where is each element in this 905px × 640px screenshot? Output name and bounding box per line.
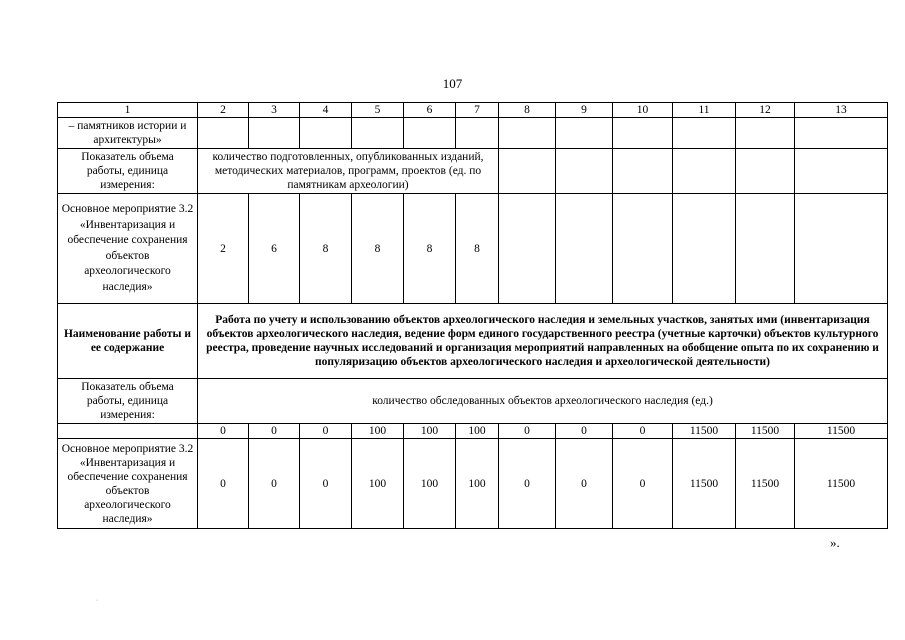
header-cell: 10	[613, 103, 673, 118]
page-number: 107	[442, 76, 463, 91]
value-cell: 11500	[673, 424, 736, 439]
row-label: Показатель объема работы, единица измерения:	[58, 379, 198, 424]
value-cell: 0	[613, 439, 673, 529]
value-cell: 8	[352, 194, 404, 304]
value-cell: 2	[198, 194, 249, 304]
value-cell	[736, 194, 795, 304]
value-cell: 0	[249, 439, 300, 529]
header-cell: 9	[556, 103, 613, 118]
value-cell: 11500	[795, 439, 888, 529]
value-cell: 100	[352, 439, 404, 529]
scan-speck: ·	[96, 598, 98, 604]
header-cell: 1	[58, 103, 198, 118]
table-row	[58, 379, 888, 424]
row-label: Основное мероприятие 3.2 «Инвентаризация и обеспечение сохранения объектов археологического наследия»	[58, 194, 198, 304]
header-cell: 8	[499, 103, 556, 118]
value-cell	[795, 194, 888, 304]
value-cell: 0	[556, 424, 613, 439]
table-row	[58, 149, 888, 194]
table-row	[58, 118, 888, 149]
table-row	[58, 439, 888, 529]
row-label: Показатель объема работы, единица измерения:	[58, 149, 198, 194]
value-cell: 0	[613, 424, 673, 439]
value-cell	[556, 194, 613, 304]
value-cell: 8	[300, 194, 352, 304]
header-row	[58, 103, 888, 118]
row-label: Основное мероприятие 3.2 «Инвентаризация и обеспечение сохранения объектов археологического наследия»	[58, 439, 198, 529]
value-cell: 11500	[736, 424, 795, 439]
value-cell	[673, 194, 736, 304]
value-cell: 0	[198, 439, 249, 529]
row-label: – памятников истории и архитектуры»	[58, 118, 198, 149]
value-cell	[613, 194, 673, 304]
value-cell: 0	[300, 424, 352, 439]
value-cell: 6	[249, 194, 300, 304]
value-cell: 11500	[673, 439, 736, 529]
value-cell: 8	[404, 194, 456, 304]
value-cell: 0	[556, 439, 613, 529]
work-description: Работа по учету и использованию объектов археологического наследия и земельных участков, занятых ими (инвентаризация объектов археологического наследия, ведение форм единого государственного реестра (учетные карточки) объектов культурного реестра, проведение научных исследований и организация мероприятий направленных на обобщение опыта по их сохранению и популяризацию объектов археологического наследия и археологической деятельности)	[198, 304, 888, 379]
indicator-text: количество обследованных объектов археологического наследия (ед.)	[198, 379, 888, 424]
header-cell: 5	[352, 103, 404, 118]
value-cell: 100	[404, 424, 456, 439]
value-cell: 0	[300, 439, 352, 529]
header-cell: 3	[249, 103, 300, 118]
value-cell: 100	[456, 439, 499, 529]
closing-quote: ».	[830, 535, 840, 550]
value-cell: 0	[499, 424, 556, 439]
value-cell	[499, 194, 556, 304]
header-cell: 7	[456, 103, 499, 118]
value-cell: 0	[499, 439, 556, 529]
value-cell: 11500	[795, 424, 888, 439]
header-cell: 11	[673, 103, 736, 118]
header-cell: 2	[198, 103, 249, 118]
value-cell: 11500	[736, 439, 795, 529]
program-table	[57, 102, 888, 529]
value-cell: 0	[198, 424, 249, 439]
value-cell: 100	[456, 424, 499, 439]
header-cell: 12	[736, 103, 795, 118]
header-cell: 13	[795, 103, 888, 118]
value-cell: 100	[352, 424, 404, 439]
header-cell: 4	[300, 103, 352, 118]
table-row	[58, 304, 888, 379]
header-cell: 6	[404, 103, 456, 118]
indicator-text: количество подготовленных, опубликованных изданий, методических материалов, программ, проектов (ед. по памятникам археологии)	[198, 149, 499, 194]
value-cell: 8	[456, 194, 499, 304]
table-row	[58, 194, 888, 304]
value-cell: 0	[249, 424, 300, 439]
row-label: Наименование работы и ее содержание	[58, 304, 198, 379]
value-cell: 100	[404, 439, 456, 529]
table-row	[58, 424, 888, 439]
